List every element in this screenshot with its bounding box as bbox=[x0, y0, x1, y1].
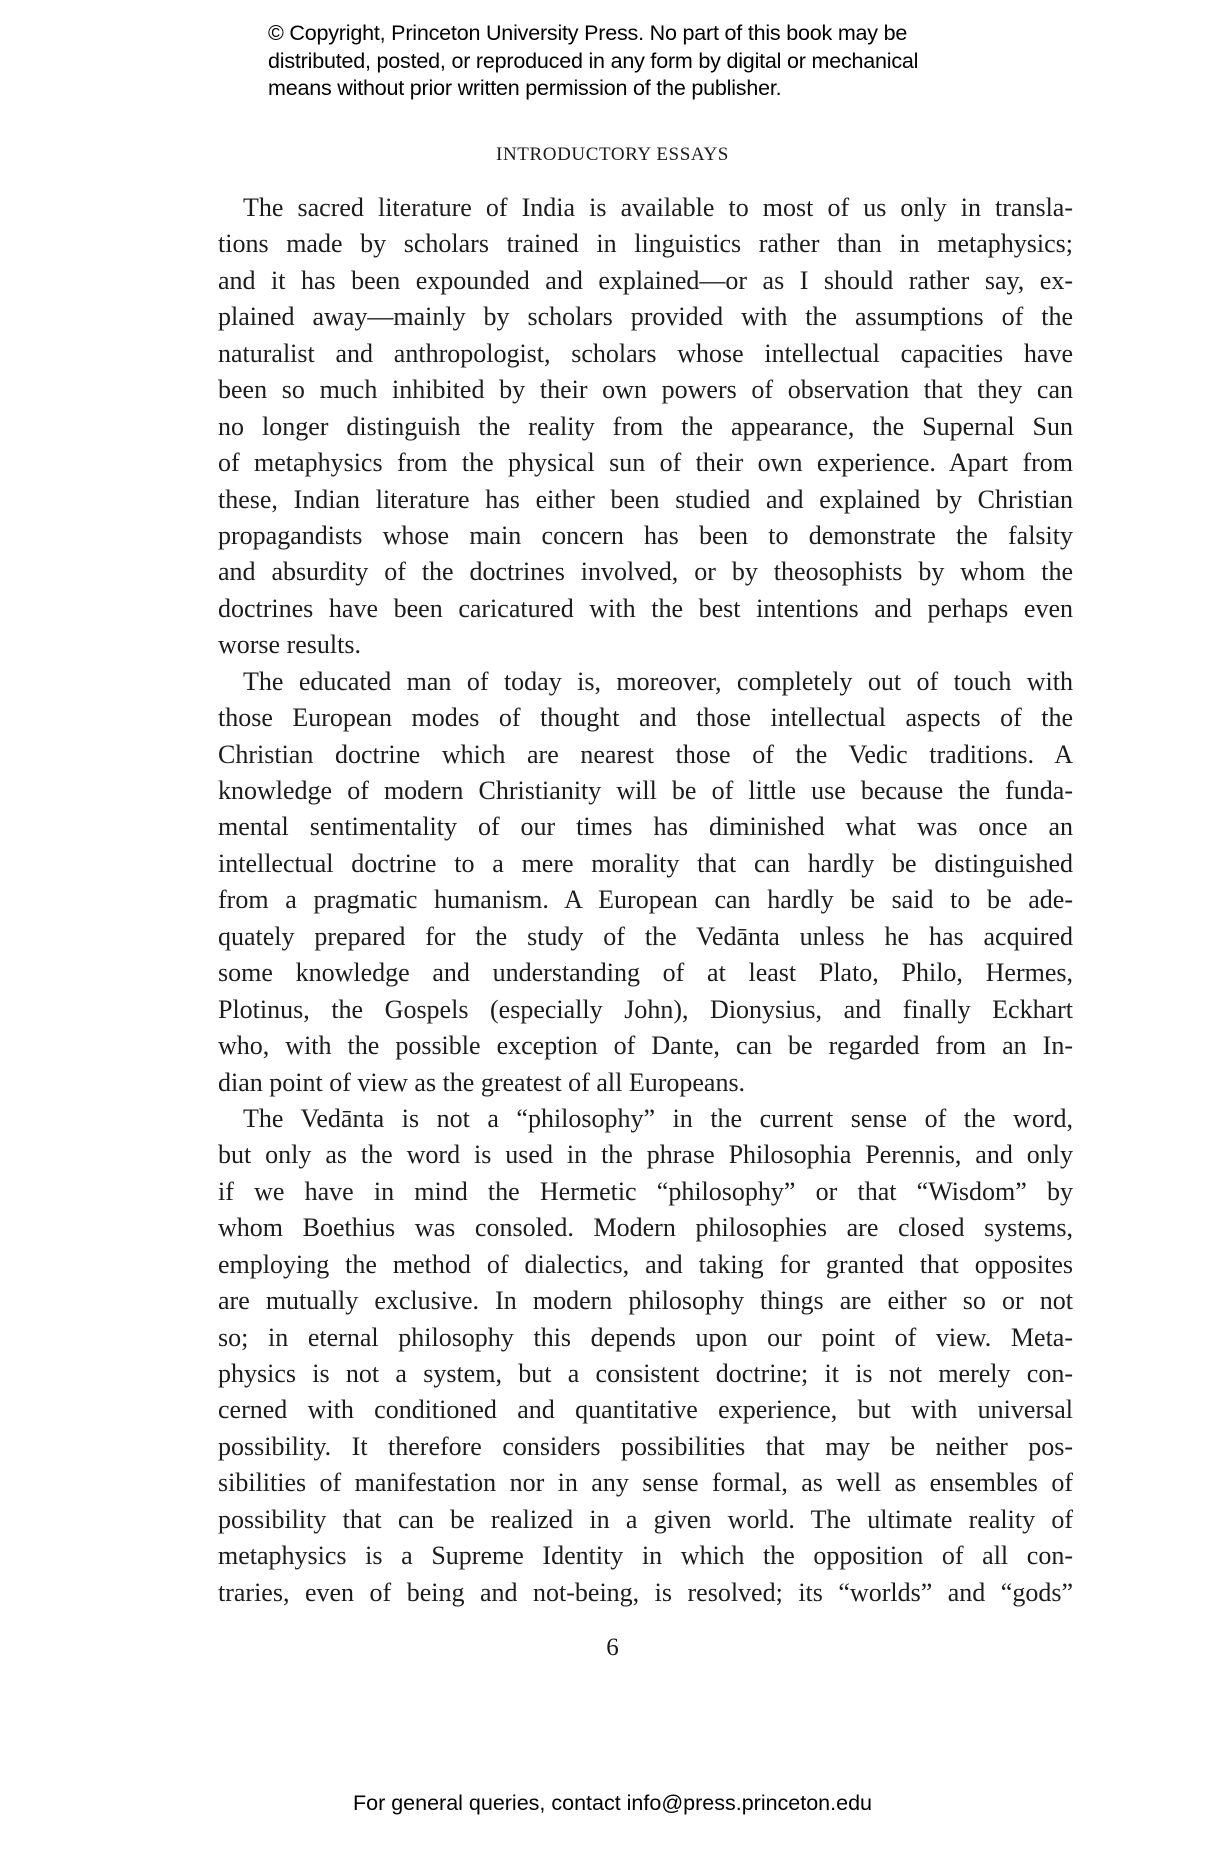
body-text bbox=[218, 190, 1073, 1611]
paragraph-3 bbox=[218, 1101, 1073, 1611]
text-line: plained away—mainly by scholars provided with the assumptions of the bbox=[218, 302, 1073, 332]
text-line: no longer distinguish the reality from the appearance, the Supernal Sun bbox=[218, 411, 1073, 441]
text-line: cerned with conditioned and quantitative experience, but with universal bbox=[218, 1395, 1073, 1425]
text-line: and it has been expounded and explained—or as I should rather say, ex- bbox=[218, 265, 1073, 295]
text-line: mental sentimentality of our times has diminished what was once an bbox=[218, 812, 1073, 842]
text-line: and absurdity of the doctrines involved, or by theosophists by whom the bbox=[218, 557, 1073, 587]
text-line: naturalist and anthropologist, scholars whose intellectual capacities have bbox=[218, 338, 1073, 368]
text-line: worse results. bbox=[218, 630, 361, 660]
paragraph-2 bbox=[218, 664, 1073, 1101]
text-line: so; in eternal philosophy this depends upon our point of view. Meta- bbox=[218, 1322, 1073, 1352]
text-line: employing the method of dialectics, and taking for granted that opposites bbox=[218, 1249, 1073, 1279]
text-line: those European modes of thought and those intellectual aspects of the bbox=[218, 703, 1073, 733]
text-line: are mutually exclusive. In modern philosophy things are either so or not bbox=[218, 1286, 1073, 1316]
text-line: tions made by scholars trained in linguistics rather than in metaphysics; bbox=[218, 229, 1073, 259]
text-line: whom Boethius was consoled. Modern philosophies are closed systems, bbox=[218, 1213, 1073, 1243]
text-line: some knowledge and understanding of at least Plato, Philo, Hermes, bbox=[218, 958, 1073, 988]
text-line: sibilities of manifestation nor in any sense formal, as well as ensembles of bbox=[218, 1468, 1073, 1498]
text-line: dian point of view as the greatest of all Europeans. bbox=[218, 1067, 746, 1097]
text-line: The sacred literature of India is available to most of us only in transla- bbox=[243, 193, 1073, 222]
text-line: propagandists whose main concern has been to demonstrate the falsity bbox=[218, 520, 1073, 550]
text-line: intellectual doctrine to a mere morality that can hardly be distinguished bbox=[218, 848, 1073, 878]
copyright-notice bbox=[268, 20, 988, 103]
text-line: from a pragmatic humanism. A European can hardly be said to be ade- bbox=[218, 885, 1073, 915]
text-line: quately prepared for the study of the Vedānta unless he has acquired bbox=[218, 921, 1073, 951]
text-line: Plotinus, the Gospels (especially John), Dionysius, and finally Eckhart bbox=[218, 994, 1073, 1024]
text-line: Christian doctrine which are nearest those of the Vedic traditions. A bbox=[218, 739, 1073, 769]
text-line: been so much inhibited by their own powers of observation that they can bbox=[218, 375, 1073, 405]
text-line: The educated man of today is, moreover, completely out of touch with bbox=[243, 666, 1073, 696]
text-line: of metaphysics from the physical sun of their own experience. Apart from bbox=[218, 448, 1073, 478]
text-line: traries, even of being and not-being, is resolved; its “worlds” and “gods” bbox=[218, 1577, 1073, 1607]
text-line: possibility. It therefore considers possibilities that may be neither pos- bbox=[218, 1431, 1073, 1461]
running-head: INTRODUCTORY ESSAYS bbox=[496, 144, 729, 165]
text-line: physics is not a system, but a consistent doctrine; it is not merely con- bbox=[218, 1359, 1073, 1388]
text-line: knowledge of modern Christianity will be of little use because the funda- bbox=[218, 776, 1073, 805]
text-line: The Vedānta is not a “philosophy” in the current sense of the word, bbox=[243, 1103, 1073, 1133]
text-line: these, Indian literature has either been studied and explained by Christian bbox=[218, 484, 1073, 514]
paragraph-1 bbox=[218, 190, 1073, 664]
contact-footer: For general queries, contact info@press.princeton.edu bbox=[352, 1791, 872, 1815]
copyright-line: distributed, posted, or reproduced in any form by digital or mechanical bbox=[268, 48, 919, 73]
copyright-line: © Copyright, Princeton University Press. No part of this book may be bbox=[268, 21, 908, 45]
text-line: who, with the possible exception of Dante, can be regarded from an In- bbox=[218, 1031, 1073, 1061]
text-line: but only as the word is used in the phrase Philosophia Perennis, and only bbox=[218, 1140, 1073, 1170]
text-line: metaphysics is a Supreme Identity in which the opposition of all con- bbox=[218, 1541, 1073, 1571]
text-line: doctrines have been caricatured with the best intentions and perhaps even bbox=[218, 593, 1073, 623]
text-line: if we have in mind the Hermetic “philosophy” or that “Wisdom” by bbox=[218, 1176, 1073, 1206]
page-number: 6 bbox=[606, 1634, 619, 1661]
copyright-line: means without prior written permission of the publisher. bbox=[268, 76, 782, 100]
text-line: possibility that can be realized in a given world. The ultimate reality of bbox=[218, 1504, 1073, 1534]
